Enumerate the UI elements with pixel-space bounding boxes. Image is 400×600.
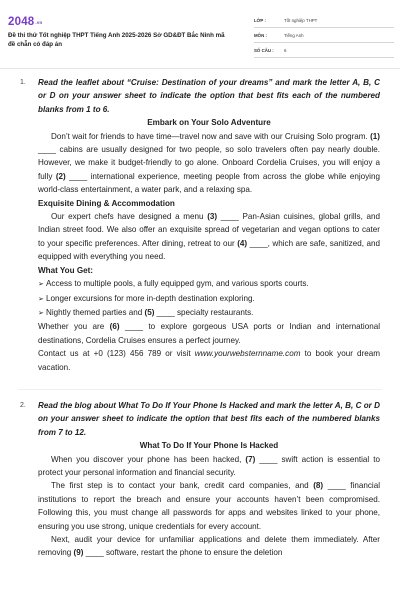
blank-marker: (5): [144, 307, 155, 317]
passage-paragraph: [38, 210, 380, 264]
passage-paragraph: [38, 533, 380, 560]
exam-title: Đề thi thử Tốt nghiệp THPT Tiếng Anh 2025-2026 Sở GD&ĐT Bắc Ninh mã đề chẵn có đáp án: [8, 32, 225, 49]
meta-value: Tốt nghiệp THPT: [284, 18, 318, 23]
meta-row-class: [254, 16, 394, 28]
passage-text: Contact us at +0 (123) 456 789 or visit: [38, 349, 195, 359]
passage-title: Embark on Your Solo Adventure: [147, 118, 271, 128]
meta-label: SỐ CÂU :: [254, 48, 274, 53]
passage-text: Don’t wait for friends to have time—travel now and save with our Cruising Solo program.: [51, 131, 371, 141]
passage-text: ____ financial institutions to report the breach and ensure your accounts haven’t been compromised. Following this, you must change all passwords for apps and websites linked to your phone, ensuring you use strong, unique credentials for every account.: [38, 481, 380, 531]
bullet-text: Longer excursions for more in-depth destination exploring.: [46, 293, 255, 303]
passage-subheading: What You Get:: [38, 265, 94, 275]
blank-marker: (1): [370, 131, 380, 141]
question-divider: [18, 374, 382, 390]
passage-text: Our expert chefs have designed a menu: [51, 212, 208, 222]
passage-text: ____ international experience, meeting people from across the globe while enjoying world-class entertainment, a water park, and a relaxing spa.: [38, 171, 380, 195]
logo-text: 2048: [8, 16, 35, 28]
meta-value: Tiếng Anh: [284, 33, 304, 38]
question-instruction: Read the leaflet about “Cruise: Destination of your dreams” and mark the letter A, B, C or D on your answer sheet to indicate the option that best fits each of the numbered blanks from 1 to 6.: [38, 78, 380, 114]
passage-text: Next, audit your device for unfamiliar applications and delete them immediately. After removing: [38, 535, 380, 558]
question-number: 2.: [20, 401, 26, 409]
question-instruction: Read the blog about What To Do If Your Phone Is Hacked and mark the letter A, B, C or D on your answer sheet to indicate the option that best fits each of the numbered blanks from 7 to 12.: [38, 400, 380, 437]
passage-paragraph: [38, 479, 380, 533]
bullet-text: Nightly themed parties and: [46, 307, 145, 317]
blank-marker: (7): [245, 454, 256, 464]
passage-text: ____ cabins are usually designed for two people, so solo travelers often pay nearly double. However, we make it budget-friendly to go alone. Onboard Cordelia Cruises, you will enjoy a fully: [38, 145, 380, 181]
passage-text: ____ software, restart the phone to ensure the deletion: [83, 548, 283, 558]
blank-marker: (4): [237, 238, 248, 248]
blank-marker: (6): [109, 322, 120, 332]
passage-text: ____ Pan-Asian cuisines, global grills, and Indian street food. We also offer an exquisite spread of vegetarian and vegan options to cater to your specific preferences. After dining, retreat to our: [38, 212, 381, 248]
passage-text: ____, which are safe, sanitized, and equipped with everything you need.: [38, 238, 380, 262]
passage-paragraph: [38, 347, 380, 374]
passage-text: ____ swift action is essential to protect your personal information and financial security.: [38, 454, 380, 477]
bullet-item: [38, 277, 380, 291]
bullet-text: Access to multiple pools, a fully equipped gym, and various sports courts.: [46, 279, 309, 289]
passage-subheading: Exquisite Dining & Accommodation: [38, 198, 175, 208]
question-1: [0, 76, 400, 374]
blank-marker: (2): [55, 171, 66, 181]
bullet-text: ____ specialty restaurants.: [154, 307, 254, 317]
bullet-arrow-icon: ➢: [38, 281, 44, 289]
page-header: [0, 0, 400, 66]
blank-marker: (9): [73, 548, 84, 558]
exam-content: [0, 76, 400, 560]
bullet-arrow-icon: ➢: [38, 295, 44, 303]
logo-suffix: .vn: [35, 20, 43, 25]
booking-link[interactable]: www.yourwebsternname.com: [194, 349, 301, 359]
passage-text: ____ to explore gorgeous USA ports or Indian and international destinations, Cordelia Cruises ensures a perfect journey.: [38, 322, 381, 345]
passage-text: The first step is to contact your bank, credit card companies, and: [51, 481, 314, 491]
exam-meta-panel: [254, 16, 394, 58]
bullet-item: [38, 306, 380, 320]
site-logo[interactable]: [8, 16, 43, 28]
bullet-arrow-icon: ➢: [38, 309, 44, 317]
meta-label: LỚP :: [254, 18, 266, 23]
passage-paragraph: [38, 453, 380, 480]
blank-marker: (8): [313, 481, 324, 491]
header-divider: [0, 68, 400, 69]
passage-text: Whether you are: [38, 322, 110, 332]
passage-text: to book your dream vacation.: [38, 349, 381, 372]
meta-row-subject: [254, 31, 394, 43]
question-2: [0, 399, 400, 560]
question-number: 1.: [20, 79, 26, 86]
blank-marker: (3): [207, 212, 218, 222]
meta-value: 6: [284, 48, 287, 53]
passage-paragraph: [38, 320, 380, 347]
passage-text: When you discover your phone has been hacked,: [51, 454, 246, 464]
bullet-item: [38, 292, 380, 306]
passage-title: What To Do If Your Phone Is Hacked: [139, 441, 279, 451]
meta-label: MÔN :: [254, 33, 267, 38]
passage-paragraph: [38, 130, 380, 197]
meta-row-question-count: [254, 46, 394, 58]
